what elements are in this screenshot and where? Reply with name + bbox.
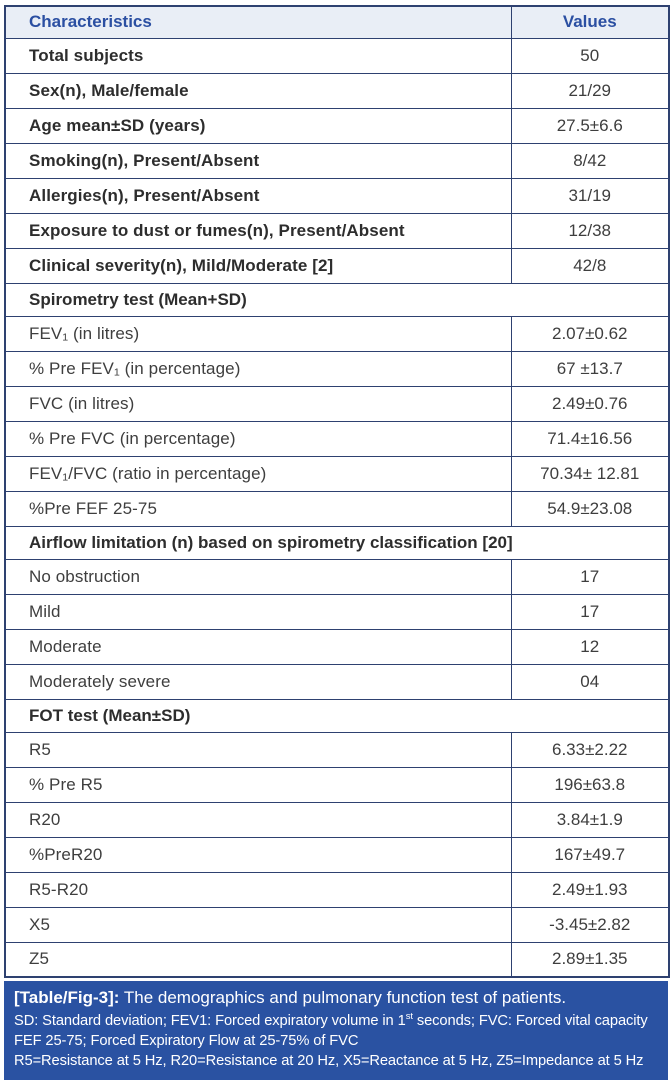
section-header-label: FOT test (Mean±SD) [5,699,669,732]
row-label: Mild [5,594,511,629]
table-row [5,73,669,108]
header-row [5,6,669,38]
row-value: 70.34± 12.81 [511,456,669,491]
table-row [5,178,669,213]
section-header-row [5,526,669,559]
row-label: FVC (in litres) [5,386,511,421]
row-value: 42/8 [511,248,669,283]
figure-caption-text: The demographics and pulmonary function test of patients. [119,988,567,1007]
row-label: Moderate [5,629,511,664]
table-body [5,38,669,977]
row-label: % Pre FEV₁ (in percentage) [5,351,511,386]
row-label: Clinical severity(n), Mild/Moderate [2] [5,248,511,283]
table-row [5,456,669,491]
section-header-label: Airflow limitation (n) based on spirometry classification [20] [5,526,669,559]
figure-caption-panel [4,981,668,1080]
row-label: R5 [5,732,511,767]
table-row [5,421,669,456]
row-value: 17 [511,559,669,594]
row-label: FEV₁/FVC (ratio in percentage) [5,456,511,491]
row-value: 167±49.7 [511,837,669,872]
row-label: Moderately severe [5,664,511,699]
superscript-st: st [405,1011,413,1023]
section-header-row [5,283,669,316]
table-row [5,837,669,872]
row-value: 71.4±16.56 [511,421,669,456]
row-value: 04 [511,664,669,699]
row-value: 17 [511,594,669,629]
table-row [5,248,669,283]
row-value: 54.9±23.08 [511,491,669,526]
table-row [5,872,669,907]
table-row [5,351,669,386]
row-label: Allergies(n), Present/Absent [5,178,511,213]
row-label: R20 [5,802,511,837]
figure-label: [Table/Fig-3]: [14,988,120,1007]
table-row [5,594,669,629]
footnote-fot: R5=Resistance at 5 Hz, R20=Resistance at 20 Hz, X5=Reactance at 5 Hz, Z5=Impedance at 5 Hz [14,1053,644,1070]
row-label: R5-R20 [5,872,511,907]
column-header-values: Values [511,6,669,38]
section-header-row [5,699,669,732]
row-label: % Pre FVC (in percentage) [5,421,511,456]
row-value: 50 [511,38,669,73]
row-value: 31/19 [511,178,669,213]
row-value: 2.07±0.62 [511,316,669,351]
row-value: 12/38 [511,213,669,248]
row-value: 2.49±0.76 [511,386,669,421]
row-value: 6.33±2.22 [511,732,669,767]
column-header-characteristics: Characteristics [5,6,511,38]
row-label: %PreR20 [5,837,511,872]
row-label: X5 [5,907,511,942]
row-label: Sex(n), Male/female [5,73,511,108]
table-row [5,559,669,594]
row-label: Exposure to dust or fumes(n), Present/Absent [5,213,511,248]
row-label: Total subjects [5,38,511,73]
row-value: 12 [511,629,669,664]
figure-caption [14,988,658,1008]
row-label: Smoking(n), Present/Absent [5,143,511,178]
row-value: -3.45±2.82 [511,907,669,942]
table-row [5,664,669,699]
footnote-fef: FEF 25-75; Forced Expiratory Flow at 25-75% of FVC [14,1033,359,1050]
table-row [5,38,669,73]
table-row [5,767,669,802]
table-row [5,316,669,351]
row-value: 8/42 [511,143,669,178]
row-label: Age mean±SD (years) [5,108,511,143]
table-row [5,108,669,143]
row-value: 3.84±1.9 [511,802,669,837]
table-row [5,907,669,942]
row-value: 2.89±1.35 [511,942,669,977]
table-row [5,143,669,178]
table-row [5,213,669,248]
row-label: FEV₁ (in litres) [5,316,511,351]
table-row [5,386,669,421]
table-row [5,491,669,526]
row-value: 27.5±6.6 [511,108,669,143]
row-label: No obstruction [5,559,511,594]
table-row [5,802,669,837]
table-row [5,732,669,767]
section-header-label: Spirometry test (Mean+SD) [5,283,669,316]
row-value: 2.49±1.93 [511,872,669,907]
table-row [5,942,669,977]
table-row [5,629,669,664]
row-label: Z5 [5,942,511,977]
row-label: %Pre FEF 25-75 [5,491,511,526]
row-label: % Pre R5 [5,767,511,802]
demographics-table [4,5,670,978]
row-value: 196±63.8 [511,767,669,802]
row-value: 67 ±13.7 [511,351,669,386]
row-value: 21/29 [511,73,669,108]
footnote-abbreviations: SD: Standard deviation; FEV1: Forced expiratory volume in 1st seconds; FVC: Forced vital capacity [14,1011,648,1029]
